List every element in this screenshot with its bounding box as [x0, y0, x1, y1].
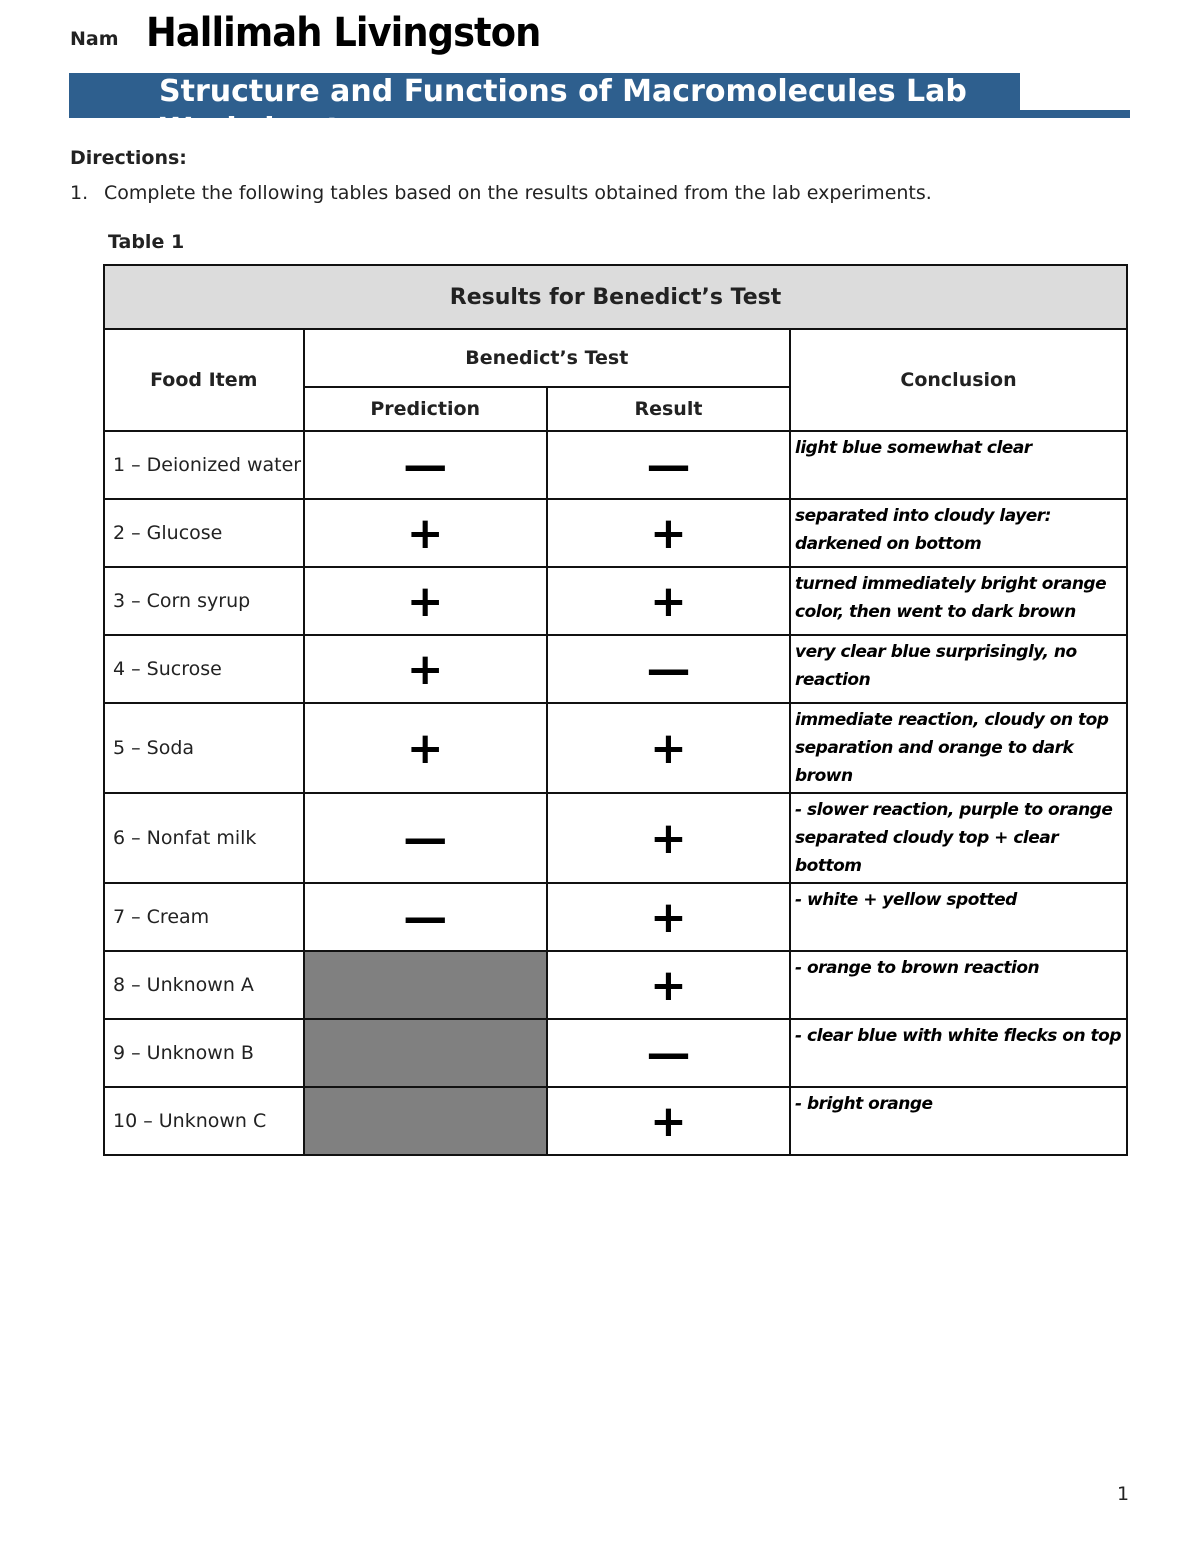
prediction-cell: + [304, 703, 547, 793]
conclusion-cell: immediate reaction, cloudy on top separation and orange to dark brown [790, 703, 1127, 793]
benedicts-results-table [103, 264, 1128, 1156]
header-food-item: Food Item [104, 329, 304, 431]
result-cell: — [547, 635, 790, 703]
conclusion-cell: separated into cloudy layer: darkened on bottom [790, 499, 1127, 567]
table-caption: Table 1 [108, 231, 185, 253]
table-title: Results for Benedict’s Test [104, 265, 1127, 329]
result-cell: + [547, 883, 790, 951]
table-row [104, 951, 1127, 1019]
result-cell: + [547, 499, 790, 567]
conclusion-cell: - orange to brown reaction [790, 951, 1127, 1019]
result-cell: + [547, 567, 790, 635]
table-row [104, 1019, 1127, 1087]
conclusion-cell: turned immediately bright orange color, then went to dark brown [790, 567, 1127, 635]
food-item-cell: 1 – Deionized water [104, 431, 304, 499]
table-row [104, 567, 1127, 635]
result-cell: + [547, 703, 790, 793]
name-label: Nam [70, 28, 119, 50]
header-result: Result [547, 387, 790, 431]
food-item-cell: 10 – Unknown C [104, 1087, 304, 1155]
instruction-text: Complete the following tables based on the results obtained from the lab experiments. [104, 182, 932, 204]
table-row [104, 499, 1127, 567]
result-cell: + [547, 1087, 790, 1155]
prediction-cell-shaded [304, 951, 547, 1019]
prediction-cell: — [304, 431, 547, 499]
food-item-cell: 9 – Unknown B [104, 1019, 304, 1087]
prediction-cell-shaded [304, 1019, 547, 1087]
page-number: 1 [1117, 1483, 1130, 1505]
prediction-cell: — [304, 793, 547, 883]
header-conclusion: Conclusion [790, 329, 1127, 431]
food-item-cell: 6 – Nonfat milk [104, 793, 304, 883]
conclusion-cell: very clear blue surprisingly, no reaction [790, 635, 1127, 703]
prediction-cell: — [304, 883, 547, 951]
food-item-cell: 5 – Soda [104, 703, 304, 793]
table-row [104, 1087, 1127, 1155]
food-item-cell: 4 – Sucrose [104, 635, 304, 703]
prediction-cell: + [304, 567, 547, 635]
food-item-cell: 3 – Corn syrup [104, 567, 304, 635]
handwritten-signature: Hallimah Livingston [146, 10, 541, 56]
prediction-cell: + [304, 635, 547, 703]
result-cell: + [547, 793, 790, 883]
table-row [104, 883, 1127, 951]
title-bar [69, 73, 1020, 147]
instruction-item [70, 182, 932, 204]
table-row [104, 793, 1127, 883]
conclusion-cell: - clear blue with white flecks on top [790, 1019, 1127, 1087]
instruction-number: 1. [70, 182, 89, 204]
directions-heading: Directions: [70, 147, 187, 169]
prediction-cell-shaded [304, 1087, 547, 1155]
table-row [104, 635, 1127, 703]
header-benedicts-test: Benedict’s Test [304, 329, 790, 387]
result-cell: + [547, 951, 790, 1019]
food-item-cell: 2 – Glucose [104, 499, 304, 567]
table-row [104, 431, 1127, 499]
result-cell: — [547, 1019, 790, 1087]
conclusion-cell: - slower reaction, purple to orange separated cloudy top + clear bottom [790, 793, 1127, 883]
food-item-cell: 8 – Unknown A [104, 951, 304, 1019]
food-item-cell: 7 – Cream [104, 883, 304, 951]
header-prediction: Prediction [304, 387, 547, 431]
prediction-cell: + [304, 499, 547, 567]
conclusion-cell: light blue somewhat clear [790, 431, 1127, 499]
conclusion-cell: - bright orange [790, 1087, 1127, 1155]
result-cell: — [547, 431, 790, 499]
table-row [104, 703, 1127, 793]
page-title: Structure and Functions of Macromolecules Lab Worksheet [159, 74, 967, 147]
conclusion-cell: - white + yellow spotted [790, 883, 1127, 951]
